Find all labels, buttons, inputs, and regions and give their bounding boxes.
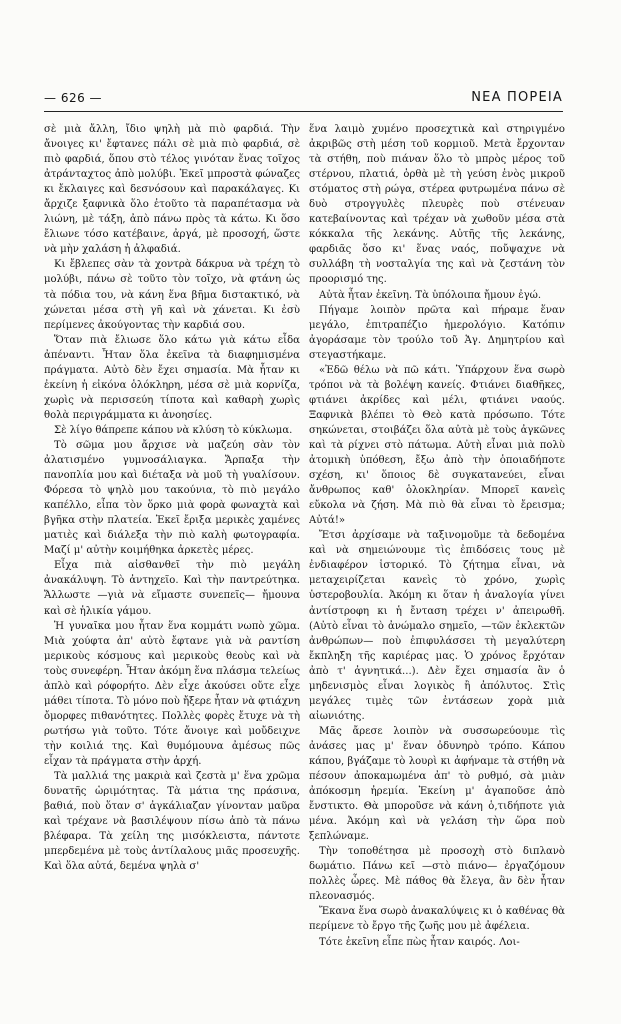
paragraph: Ἡ γυναῖκα μου ἦταν ἕνα κομμάτι νωπὸ χῶμα. Μιὰ χούφτα ἀπ' αὐτὸ ἔφτανε γιὰ νὰ ραντίση μερικοὺς κόσμους καὶ μερικοὺς θεοὺς καὶ νὰ τοὺς συνεφέρη. Ἦταν ἀκόμη ἕνα πλάσμα τελείως ἁπλὸ καὶ ρόφορήτο. Δὲν εἶχε ἀκούσει οὔτε εἶχε μάθει τίποτα. Τὸ μόνο ποὺ ἤξερε ἦταν νὰ φτιάχνη ὄμορφες πιθανότητες. Πολλὲς φορὲς ἔτυχε νὰ τὴ ρωτήσω γιὰ τοῦτο. Τότε ἄνοιγε καὶ μοὔδειχνε τὴν κοιλιά της. Καὶ θυμόμουνα ἀμέσως πῶς εἶχαν τὰ πράγματα στὴν ἀρχή. bbox=[44, 620, 300, 767]
paragraph: Εἶχα πιὰ αἰσθανθεῖ τὴν πιὸ μεγάλη ἀνακάλυψη. Τὸ ἀντηχεῖο. Καὶ τὴν παντρεύτηκα. Ἄλλωστε —γιὰ νὰ εἴμαστε συνεπεῖς— ἤμουνα καὶ σὲ ἡλικία γάμου. bbox=[44, 560, 300, 617]
paragraph: Αὐτὰ ἦταν ἐκεῖνη. Τὰ ὑπόλοιπα ἤμουν ἐγώ. bbox=[319, 289, 542, 301]
paragraph: Τότε ἐκεῖνη εἶπε πὼς ἦταν καιρός. Λοι- bbox=[319, 936, 520, 948]
paragraph: Πήγαμε λοιπὸν πρῶτα καὶ πήραμε ἕναν μεγάλο, ἐπιτραπέζιο ἡμερολόγιο. Κατόπιν ἀγοράσαμε τὸν τρούλο τοῦ Ἁγ. Δημητρίου καὶ στεγαστήκαμε. bbox=[309, 304, 565, 361]
paragraph: Τὰ μαλλιά της μακριὰ καὶ ζεστὰ μ' ἕνα χρῶμα δυνατῆς ὡριμότητας. Τὰ μάτια της πράσινα, βαθιά, ποὺ ὅταν σ' ἀγκάλιαζαν γίνονταν μαῦρα καὶ τρέχανε νὰ βασιλέψουν πίσω ἀπὸ τὰ πάνω βλέφαρα. Τὰ χείλη της μισόκλειστα, πάντοτε μπερδεμένα μὲ τοὺς ἀντίλαλους μιᾶς προσευχῆς. Καὶ ὅλα αὐτά, δεμένα ψηλὰ σ' bbox=[44, 771, 300, 873]
paragraph: Κι ἔβλεπες σὰν τὰ χοντρὰ δάκρυα νὰ τρέχη τὸ μολύβι, πάνω σὲ τοῦτο τὸν τοῖχο, νὰ φτάνη ὡς τὰ πόδια του, νὰ κάνη ἕνα βῆμα διστακτικό, νὰ χώνεται μέσα στὴ γῆ καὶ νὰ χάνεται. Κι ἐσὺ περίμενες ἀκούγοντας τὴν καρδιά σου. bbox=[44, 259, 300, 331]
paragraph: Σὲ λίγο θάπρεπε κάπου νὰ κλύση τὸ κύκλωμα. bbox=[54, 424, 293, 436]
paragraph: Ἔκανα ἕνα σωρὸ ἀνακαλύψεις κι ὁ καθένας θὰ περίμενε τὸ ἔργο τῆς ζωῆς μου μὲ ἀφέλεια. bbox=[309, 906, 565, 933]
left-column bbox=[44, 122, 300, 1012]
header-rule bbox=[44, 111, 563, 112]
page-number: — 626 — bbox=[44, 91, 103, 105]
paragraph: Ὅταν πιὰ ἔλιωσε ὅλο κάτω γιὰ κάτω εἶδα ἀπέναντι. Ἦταν ὅλα ἐκεῖνα τὰ διαφημισμένα πράγματα. Αὐτὸ δὲν ἔχει σημασία. Μὰ ἦταν κι ἐκείνη ἡ εἰκόνα ὁλόκληρη, μέσα σὲ μιὰ κορνίζα, χωρὶς νὰ περισσεύη τίποτα καὶ καθαρὴ χωρὶς θολὰ περιγράμματα κι ἀνοησίες. bbox=[44, 334, 300, 421]
paragraph: Τὴν τοποθέτησα μὲ προσοχὴ στὸ διπλανὸ δωμάτιο. Πάνω κεῖ —στὸ πιάνο— ἐργαζόμουν πολλὲς ὧρες. Μὲ πάθος θὰ ἔλεγα, ἂν δὲν ἦταν πλεονασμός. bbox=[309, 846, 565, 903]
paragraph: Τὸ σῶμα μου ἄρχισε νὰ μαζεύη σὰν τὸν ἀλατισμένο γυμνοσάλιαγκα. Ἄρπαξα τὴν πανοπλία μου καὶ διέταξα νὰ μοῦ τὴ γυαλίσουν. Φόρεσα τὸ ψηλὸ μου τακούνια, τὸ πιὸ μεγάλο καπέλλο, εἶπα τὸν ὅρκο μιὰ φορὰ φωναχτὰ καὶ βγῆκα στὴν πλατεία. Ἐκεῖ ἔριξα μερικὲς χαμένες ματιὲς καὶ διάλεξα τὴν πιὸ καλὴ φωτογραφία. Μαζί μ' αὐτὴν κοιμήθηκα ἀρκετὲς μέρες. bbox=[44, 439, 300, 557]
running-title: ΝΕΑ ΠΟΡΕΙΑ bbox=[471, 90, 563, 105]
page-header bbox=[44, 88, 563, 108]
paragraph: Ἔτσι ἀρχίσαμε νὰ ταξινομοῦμε τὰ δεδομένα καὶ νὰ σημειώνουμε τὶς ἐπιδόσεις τους μὲ ἐνδιαφέρον ἱστορικό. Τὸ ζήτημα εἶναι, νὰ μεταχειρίζεται κανεὶς τὸ χρόνο, χωρὶς ὑστεροβουλία. Ἀκόμη κι ὅταν ἡ ἀναλογία γίνει ἀντίστροφη κι ἡ ἔνταση τρέχει ν' ἀπειρωθῆ. (Αὐτὸ εἶναι τὸ ἀνώμαλο σημεῖο, —τῶν ἐκλεκτῶν ἀνθρώπων— ποὺ ἐπιφυλάσσει τὴ μεγαλύτερη ἔκπληξη τῆς καριέρας μας. Ὁ χρόνος ἔρχόταν ἀπὸ τ' ἀγνητικά...). Δὲν ἔχει σημασία ἂν ὁ μηδενισμὸς εἶναι λογικὸς ἢ ἀπόλυτος. Στὶς μεγάλες τιμὲς τῶν ἐντάσεων χορὰ μιὰ αἰωνιότης. bbox=[309, 530, 565, 722]
paragraph: «Ἐδῶ θέλω νὰ πῶ κάτι. Ὑπάρχουν ἕνα σωρὸ τρόποι νὰ τὰ βολέψη κανείς. Φτιάνει διαθῆκες, φτιάνει ἀκρίδες καὶ μέλι, φτιάνει ναούς. Ξαφνικὰ βλέπει τὸ Θεὸ κατὰ πρόσωπο. Τότε σηκώνεται, στοιβάζει ὅλα αὐτὰ μὲ τοὺς ἀγκῶνες καὶ τὰ ρίχνει στὸ πάτωμα. Αὐτὴ εἶναι μιὰ πολὺ ἀτομικὴ ὑπόθεση, ἔξω ἀπὸ τὴν ὁποιαδήποτε σχέση, κι' ὅποιος δὲ συγκατανεύει, εἶναι ἄνθρωπος καθ' ὁλοκληρίαν. Μπορεῖ κανεὶς εὔκολα νὰ ζήση. Μὰ πιὸ θὰ εἶναι τὸ ἔρεισμα; Αὐτά!» bbox=[309, 364, 565, 527]
paragraph: Μᾶς ἄρεσε λοιπὸν νὰ συσσωρεύουμε τὶς ἀνάσες μας μ' ἕναν ὀδυνηρὸ τρόπο. Κάπου κάπου, βγάζαμε τὸ λουρὶ κι ἀφήναμε τὰ στήθη νὰ πέσουν ἀποκαμωμένα ἀπ' τὸ ρυθμό, σὰ μιὰν ἀπόκοσμη ἠρεμία. Ἐκείνη μ' ἀγαποῦσε ἀπὸ ἔνστικτο. Θὰ μποροῦσε νὰ κάνη ὁ,τιδήποτε γιὰ μένα. Ἀκόμη καὶ νὰ γελάση τὴν ὥρα ποὺ ξεπλώναμε. bbox=[309, 725, 565, 843]
paragraph: ἕνα λαιμὸ χυμένο προσεχτικὰ καὶ στηριγμένο ἀκριβῶς στὴ μέση τοῦ κορμιοῦ. Μετὰ ἔρχονταν τὰ στήθη, ποὺ πιάναν ὅλο τὸ μπρὸς μέρος τοῦ στέρνου, πλατιά, ὀρθὰ μὲ τὴ γεύση ἑνὸς μικροῦ στόματος στὴ ρώγα, στέρεα φυτρωμένα πάνω σὲ δυὸ στρογγυλὲς πλευρὲς ποὺ στένευαν κατεβαίνοντας καὶ τρέχαν νὰ χωθοῦν μέσα στὰ κόκκαλα τῆς λεκάνης. Αὐτῆς τῆς λεκάνης, φαρδιᾶς ὅσο κι' ἕνας ναός, ποὔψαχνε νὰ συλλάβη τὴ νοσταλγία της καὶ νὰ ζεστάνη τὸν προορισμό της. bbox=[309, 124, 565, 286]
right-column bbox=[309, 122, 565, 1012]
paragraph: σὲ μιὰ ἄλλη, ἴδιο ψηλὴ μὰ πιὸ φαρδιά. Τὴν ἄνοιγες κι' ἔφτανες πάλι σὲ μιὰ πιὸ φαρδιά, σὲ πιὸ φαρδιά, ὅπου στὸ τέλος γινόταν ἕνας τοῖχος ἀτράνταχτος ἀπὸ μολύβι. Ἐκεῖ μπροστὰ φώναζες κι ἔκλαιγες καὶ δεσνόσουν καὶ παρακάλαγες. Κι ἄρχιζε ξαφνικὰ ὅλο ἐτοῦτο τὰ παραπέτασμα νὰ λιώνη, μὲ τάξη, ἀπὸ πάνω πρὸς τὰ κάτω. Κι ὅσο ἔλιωνε τόσο κατέβαινε, ἀργά, μὲ προσοχή, ὥστε νὰ μὴν χαλάση ἡ ἀλφαδιά. bbox=[44, 124, 300, 256]
